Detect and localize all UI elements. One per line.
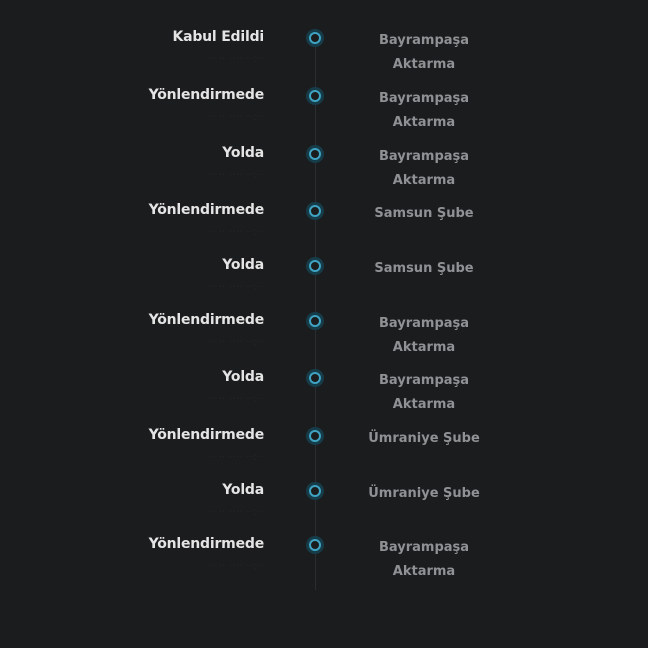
step-status: Yolda [222, 369, 264, 385]
step-status: Yolda [222, 145, 264, 161]
step-status: Yolda [222, 482, 264, 498]
location-line-1: Bayrampaşa [378, 316, 470, 331]
step-location [364, 87, 484, 135]
location-line-2: Aktarma [392, 115, 456, 130]
location-line-2: Aktarma [392, 397, 456, 412]
step-status: Yönlendirmede [148, 427, 264, 443]
timeline-dot-icon [309, 90, 321, 102]
step-date: ·· ·· ···· ··:·· [207, 52, 264, 65]
step-status: Kabul Edildi [172, 29, 264, 45]
step-date: ·· ·· ···· ··:·· [207, 168, 264, 181]
step-location [364, 536, 484, 584]
timeline-dot-icon [309, 260, 321, 272]
location-line-1: Ümraniye Şube [368, 431, 480, 446]
step-location [364, 202, 484, 226]
timeline-track [315, 38, 316, 590]
step-date: ·· ·· ···· ··:·· [207, 110, 264, 123]
step-location [364, 312, 484, 360]
location-line-1: Bayrampaşa [378, 373, 470, 388]
step-date: ·· ·· ···· ··:·· [207, 450, 264, 463]
timeline-dot-icon [309, 148, 321, 160]
step-location [364, 257, 484, 281]
timeline-dot-icon [309, 32, 321, 44]
step-status: Yönlendirmede [148, 202, 264, 218]
location-line-1: Bayrampaşa [378, 33, 470, 48]
step-location [364, 29, 484, 77]
step-location [364, 145, 484, 193]
location-line-2: Aktarma [392, 564, 456, 579]
location-line-2: Aktarma [392, 57, 456, 72]
step-status: Yolda [222, 257, 264, 273]
step-status: Yönlendirmede [148, 536, 264, 552]
step-date: ·· ·· ···· ··:·· [207, 559, 264, 572]
timeline-dot-icon [309, 485, 321, 497]
step-status: Yönlendirmede [148, 87, 264, 103]
location-line-1: Bayrampaşa [378, 149, 470, 164]
step-location [364, 427, 484, 451]
step-status: Yönlendirmede [148, 312, 264, 328]
step-date: ·· ·· ···· ··:·· [207, 505, 264, 518]
location-line-2: Aktarma [392, 340, 456, 355]
timeline-dot-icon [309, 372, 321, 384]
step-location [364, 482, 484, 506]
step-date: ·· ·· ···· ··:·· [207, 280, 264, 293]
location-line-1: Bayrampaşa [378, 91, 470, 106]
step-date: ·· ·· ···· ··:·· [207, 225, 264, 238]
timeline-dot-icon [309, 205, 321, 217]
step-date: ·· ·· ···· ··:·· [207, 335, 264, 348]
location-line-1: Bayrampaşa [378, 540, 470, 555]
location-line-1: Samsun Şube [374, 206, 474, 221]
timeline-dot-icon [309, 539, 321, 551]
timeline-dot-icon [309, 315, 321, 327]
location-line-1: Ümraniye Şube [368, 486, 480, 501]
location-line-1: Samsun Şube [374, 261, 474, 276]
step-location [364, 369, 484, 417]
step-date: ·· ·· ···· ··:·· [207, 392, 264, 405]
location-line-2: Aktarma [392, 173, 456, 188]
timeline-dot-icon [309, 430, 321, 442]
